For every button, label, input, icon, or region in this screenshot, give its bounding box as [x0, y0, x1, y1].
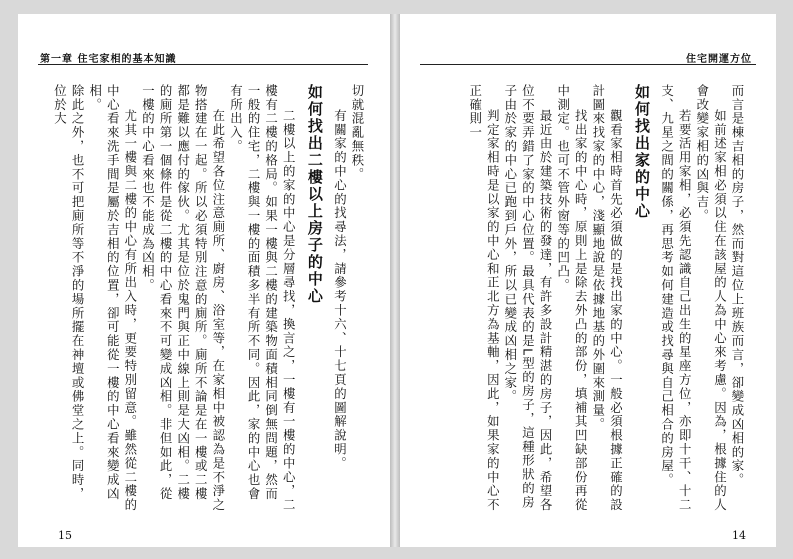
- left-paragraph-1b: 有關家的中心的找尋法，請參考十六、十七頁的圖解說明。: [332, 108, 348, 471]
- right-page-body: [422, 84, 746, 514]
- right-header-rule: [420, 64, 756, 65]
- left-page-body: [52, 84, 366, 514]
- right-page: [400, 14, 776, 547]
- right-paragraph-2: 如前述家相必須以住在該屋的人為中心來考慮。因為，根據住的人會改變家相的凶與吉。: [694, 84, 728, 512]
- left-paragraph-5: 除此之外，也不可把廁所等不淨的場所擺在神壇或佛堂之上。同時，位於大: [52, 84, 86, 501]
- right-paragraph-4: 觀看家相時首先必須做的是找出家的中心。一般必須根據正確的設計圖來找家的中心，淺顯地說是依據地基的外圍來測量。: [590, 84, 624, 512]
- right-paragraph-5: 找出家的中心時，原則上是除去外凸的部份，填補其凹缺部份再從中測定。也可不管外窗等的凹凸。: [555, 84, 589, 512]
- right-paragraph-1: 而言是棟吉相的房子，然而對這位上班族而言，卻變成凶相的家。: [730, 84, 745, 488]
- left-header-rule: [38, 64, 368, 65]
- right-paragraph-6: 最近由於建築技術的發達，有許多設計精湛的房子，因此，希望各位不要弄錯了家的中心位置。最具代表的是L型的房子，這種形狀的房子由於家的中心已跑到戶外，所以已變成凶相之家。: [502, 84, 554, 512]
- right-section-heading: 如何找出家的中心: [633, 84, 652, 220]
- book-gutter: [390, 14, 400, 547]
- left-paragraph-1a: 切就混亂無秩。: [350, 84, 365, 182]
- right-page-number: 14: [732, 529, 746, 542]
- left-paragraph-4: 尤其一樓與二樓的中心有所出入時，更要特別留意。雖然從二樓的中心看來洗手間是屬於吉相的位置，卻可能從一樓的中心看來變成凶相。: [87, 84, 138, 512]
- left-section-heading: 如何找出二樓以上房子的中心: [305, 84, 324, 305]
- left-paragraph-3: 在此希望各位注意廁所、廚房、浴室等，在家相中被認為是不淨之物搭建在一起。所以必須特別注意的廁所。廁所不論是在一樓或二樓都是難以應付的傢伙。尤其是位於鬼門與正中線上則是大凶相。二樓的廁所第一個條件是從二樓的中心看來不可變成凶相。非但如此，從一樓的中心看來也不能成為凶相。: [140, 84, 226, 512]
- left-page-number: 15: [58, 529, 72, 542]
- left-page: [18, 14, 390, 547]
- left-paragraph-2: 二樓以上的家的中心是分層尋找，換言之，一樓有一樓的中心，二樓有二樓的格局。如果一樓與二樓的建築物面積相同倒無問題，然而一般的住宅，二樓與一樓的面積多半有所不同。因此，家的中心也會有所出入。: [228, 84, 297, 512]
- right-paragraph-7: 判定家相時是以家的中心和正北方為基軸，因此，如果家的中心不正確則一: [467, 84, 501, 512]
- right-page-header: 住宅開運方位: [686, 54, 752, 65]
- left-page-header: 第一章 住宅家相的基本知識: [40, 54, 177, 65]
- right-paragraph-3: 若要活用家相，必須先認識自己出生的星座方位，亦即十干、十二支、九星之間的關係，再思考如何建造或找尋與自己相合的房屋。: [659, 84, 693, 512]
